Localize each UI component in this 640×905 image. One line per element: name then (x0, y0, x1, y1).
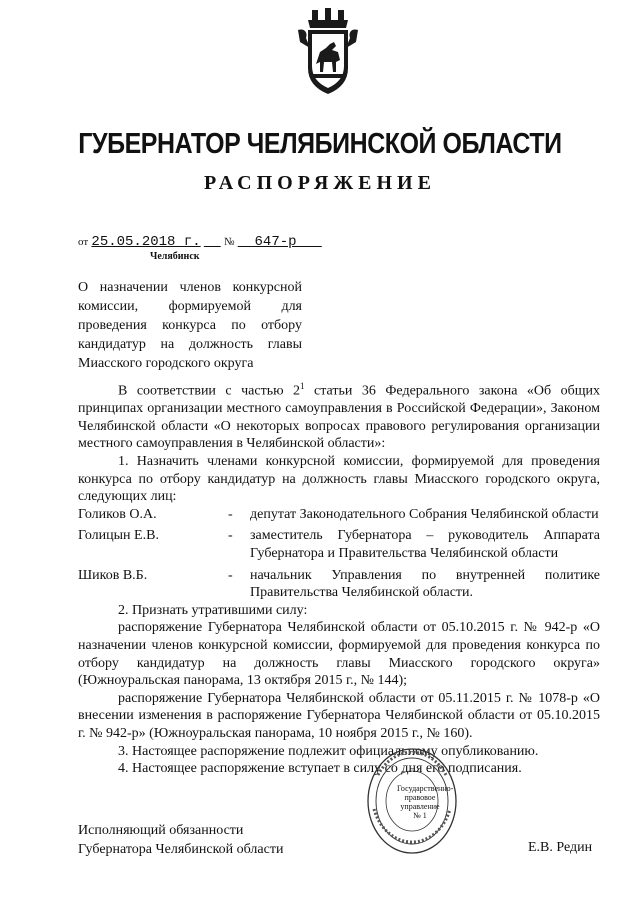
document-city: Челябинск (150, 251, 200, 262)
signatory-line-2: Губернатора Челябинской области (78, 842, 284, 857)
item-2-paragraph: 2. Признать утратившими силу: (118, 602, 308, 618)
number-sign: № (223, 236, 235, 248)
signatory-name: Е.В. Редин (528, 840, 593, 855)
member-name: Голиков О.А. (78, 506, 157, 522)
signatory-line-1: Исполняющий обязанности (78, 823, 244, 838)
member-dash: - (228, 528, 233, 544)
item-1-paragraph: 1. Назначить членами конкурсной комиссии, формируемой для проведения конкурса по отбору кандидатур на должность главы Миасского городского округа, следующих лиц: (78, 454, 600, 505)
document-type-title: РАСПОРЯЖЕНИЕ (204, 172, 436, 194)
subject-line: кандидатур на должность главы (78, 337, 302, 352)
document-number: 647-р (254, 234, 297, 250)
member-position: депутат Законодательного Собрания Челябинской области (250, 506, 599, 522)
subject-line: проведения конкурса по отбору (78, 318, 302, 333)
member-row (78, 527, 600, 562)
member-row (78, 567, 600, 602)
member-name: Голицын Е.В. (78, 528, 159, 544)
member-position: заместитель Губернатора – руководитель Аппарата Губернатора и Правительства Челябинской области (250, 528, 600, 561)
member-row (78, 506, 600, 524)
item-3-paragraph: 3. Настоящее распоряжение подлежит официальному опубликованию. (118, 743, 539, 759)
subject-line: О назначении членов конкурсной (78, 280, 302, 295)
document-body (78, 378, 600, 778)
document-issuer-title: ГУБЕРНАТОР ЧЕЛЯБИНСКОЙ ОБЛАСТИ (78, 128, 562, 160)
member-name: Шиков В.Б. (78, 567, 148, 583)
document-subject (78, 278, 302, 373)
document-date: 25.05.2018 г. (91, 234, 201, 250)
item-4-paragraph: 4. Настоящее распоряжение вступает в силу со дня его подписания. (118, 761, 522, 777)
document-meta-line (78, 233, 322, 250)
subject-line: Миасского городского округа (78, 356, 254, 371)
preamble-paragraph: В соответствии с частью $2^1$ статьи 36 Федерального закона «Об общих принципах организации местного самоуправления в Российской Федерации», Законом Челябинской области «О некоторых вопросах правового регулирования организации местного самоуправления в Челябинской области»: (78, 381, 601, 452)
subject-line: комиссии, формируемой для (78, 299, 302, 314)
member-dash: - (228, 567, 233, 583)
stamp-text: Государственно- правовое управление № 1 (397, 784, 454, 820)
coat-of-arms-emblem (296, 8, 360, 96)
item-2a-paragraph: распоряжение Губернатора Челябинской области от 05.10.2015 г. № 942-р «О назначении членов конкурсной комиссии, формируемой для проведения конкурса по отбору кандидатур на должность главы Миасского городского округа» (Южноуральская панорама, 13 октября 2015 г., № 144); (78, 620, 600, 689)
item-2b-paragraph: распоряжение Губернатора Челябинской области от 05.11.2015 г. № 1078-р «О внесении изменения в распоряжение Губернатора Челябинской области от 05.10.2015 г. № 942-р» (Южноуральская панорама, 10 ноября 2015 г., № 160). (78, 690, 600, 741)
member-dash: - (228, 506, 233, 522)
member-position: начальник Управления по внутренней политике Правительства Челябинской области. (250, 567, 600, 601)
signatory-title (78, 821, 283, 859)
date-prefix: от (78, 236, 89, 248)
